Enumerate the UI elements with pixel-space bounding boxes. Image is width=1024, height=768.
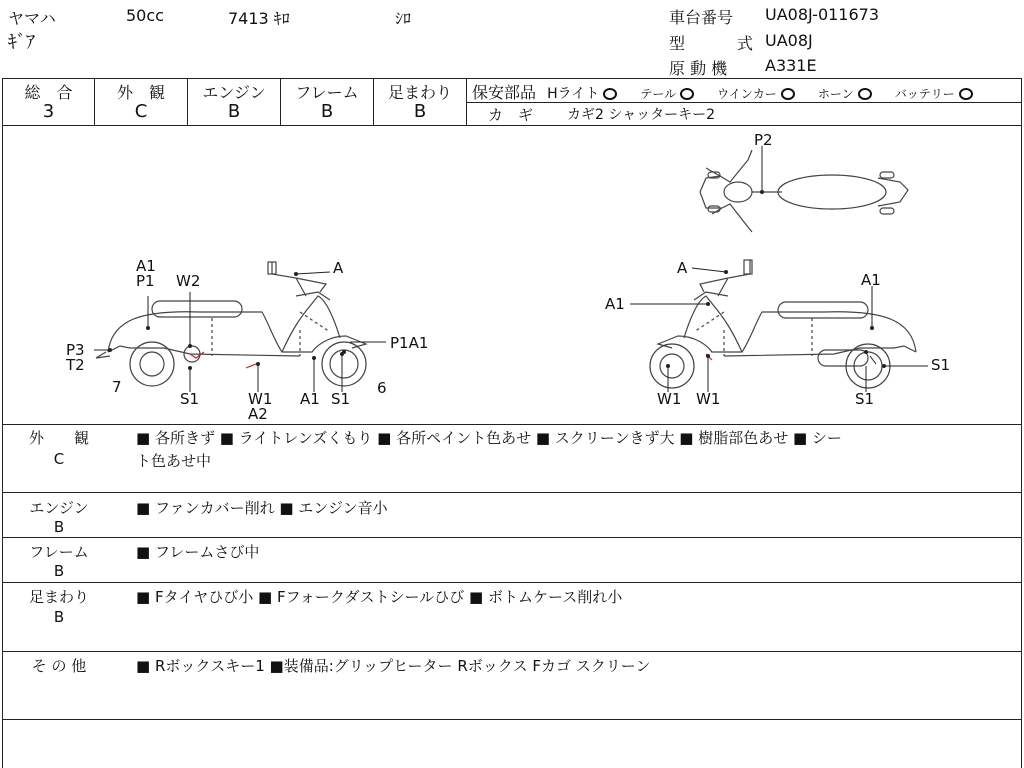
frame-no-label: 車台番号 [669, 8, 734, 27]
displacement: 50cc [126, 6, 164, 25]
remark-text-other: ■ Rボックスキー1 ■装備品:グリップヒーター Rボックス Fカゴ スクリーン [136, 657, 651, 675]
type-label-2: 式 [737, 34, 754, 53]
remark-category-exterior: 外 観 [28, 429, 89, 447]
label-right-w1-b: W1 [696, 390, 721, 408]
label-left-p1: P1 [136, 272, 155, 290]
remark-text-frame: ■ フレームさび中 [136, 543, 260, 561]
safety-item-battery: バッテリー [895, 87, 973, 101]
label-left-s1-b: S1 [331, 390, 351, 408]
safety-item-winker: ウインカー [717, 87, 795, 101]
body-color: ｼﾛ [395, 9, 412, 28]
safety-row [472, 80, 973, 103]
engine-label: 原 動 機 [669, 59, 728, 78]
scooter-top-view [700, 150, 908, 232]
rule-diagram-bottom [2, 424, 1022, 425]
safety-item-headlight: Hライト [547, 86, 617, 102]
label-top-p2: P2 [754, 131, 773, 149]
rule-header-bottom [2, 78, 1022, 79]
label-right-a1-b: A1 [861, 271, 881, 289]
ok-circle-icon [680, 88, 694, 100]
key-value: カギ2 シャッターキー2 [567, 107, 715, 123]
label-left-a2: A2 [248, 405, 268, 423]
ok-circle-icon [781, 88, 795, 100]
rule-remarks-5 [2, 719, 1022, 720]
maker: ヤマハ [8, 9, 56, 28]
label-left-w1: W1 [248, 390, 273, 408]
grade-value-suspension: B [413, 101, 427, 122]
ok-circle-icon [858, 88, 872, 100]
label-left-a1: A1 [136, 257, 156, 275]
label-right-s1-a: S1 [931, 356, 951, 374]
remark-text-suspension: ■ Fタイヤひび小 ■ Fフォークダストシールひび ■ ボトムケース削れ小 [136, 588, 623, 606]
remark-category-other: そ の 他 [31, 657, 87, 675]
ok-circle-icon [603, 88, 617, 100]
label-left-6: 6 [377, 379, 387, 397]
model-name: ｷﾞｱ [8, 32, 35, 53]
remark-text-engine: ■ ファンカバー削れ ■ エンジン音小 [136, 499, 388, 517]
type-value: UA08J [765, 31, 813, 50]
frame-no: UA08J-011673 [765, 5, 880, 24]
grade-label-suspension: 足まわり [387, 83, 452, 102]
label-left-7: 7 [112, 378, 122, 396]
rule-remarks-1 [2, 492, 1022, 493]
remark-category-suspension: 足まわり [28, 588, 89, 606]
engine-value: A331E [765, 56, 817, 75]
label-left-a: A [333, 259, 344, 277]
scooter-right-pointers [630, 268, 928, 392]
safety-item-horn: ホーン [818, 87, 872, 101]
condition-diagram [0, 126, 1024, 424]
label-left-p3: P3 [66, 341, 85, 359]
label-left-t2: T2 [66, 356, 85, 374]
grade-value-total: 3 [42, 101, 55, 122]
remark-grade-exterior: C [53, 450, 65, 468]
type-label-1: 型 [669, 34, 686, 53]
label-right-a1-a: A1 [605, 295, 625, 313]
grade-label-total: 総 合 [24, 83, 73, 102]
label-right-a: A [677, 259, 688, 277]
remark-category-frame: フレーム [29, 543, 89, 561]
label-right-w1-a: W1 [657, 390, 682, 408]
scooter-right-dots [666, 270, 886, 368]
rule-remarks-4 [2, 651, 1022, 652]
label-left-s1-a: S1 [180, 390, 200, 408]
label-left-w2: W2 [176, 272, 201, 290]
remark-text-exterior-1: ■ 各所きず ■ ライトレンズくもり ■ 各所ペイント色あせ ■ スクリーンきず大 ■ 樹脂部色あせ ■ シー [136, 429, 842, 447]
grade-value-engine: B [227, 101, 241, 122]
rule-remarks-2 [2, 537, 1022, 538]
remark-category-engine: エンジン [29, 499, 89, 517]
label-right-s1-b: S1 [855, 390, 875, 408]
safety-item-tail: テール [640, 87, 694, 101]
label-left-a1-b: A1 [300, 390, 320, 408]
grade-label-engine: エンジン [202, 83, 266, 102]
remark-text-exterior-2: ト色あせ中 [136, 452, 212, 470]
grade-label-exterior: 外 観 [116, 83, 165, 102]
label-left-p1a1: P1A1 [390, 334, 429, 352]
key-label: カ ギ [488, 106, 534, 124]
safety-label: 保安部品 [472, 83, 537, 102]
scooter-left-pointers [94, 272, 386, 392]
grade-value-frame: B [320, 101, 334, 122]
remark-grade-engine: B [53, 518, 65, 536]
grade-label-frame: フレーム [295, 83, 359, 102]
remark-grade-frame: B [53, 562, 65, 580]
rule-remarks-3 [2, 582, 1022, 583]
ok-circle-icon [959, 88, 973, 100]
remark-grade-suspension: B [53, 608, 65, 626]
grade-value-exterior: C [134, 101, 148, 122]
mileage: 7413 ｷﾛ [228, 9, 290, 28]
